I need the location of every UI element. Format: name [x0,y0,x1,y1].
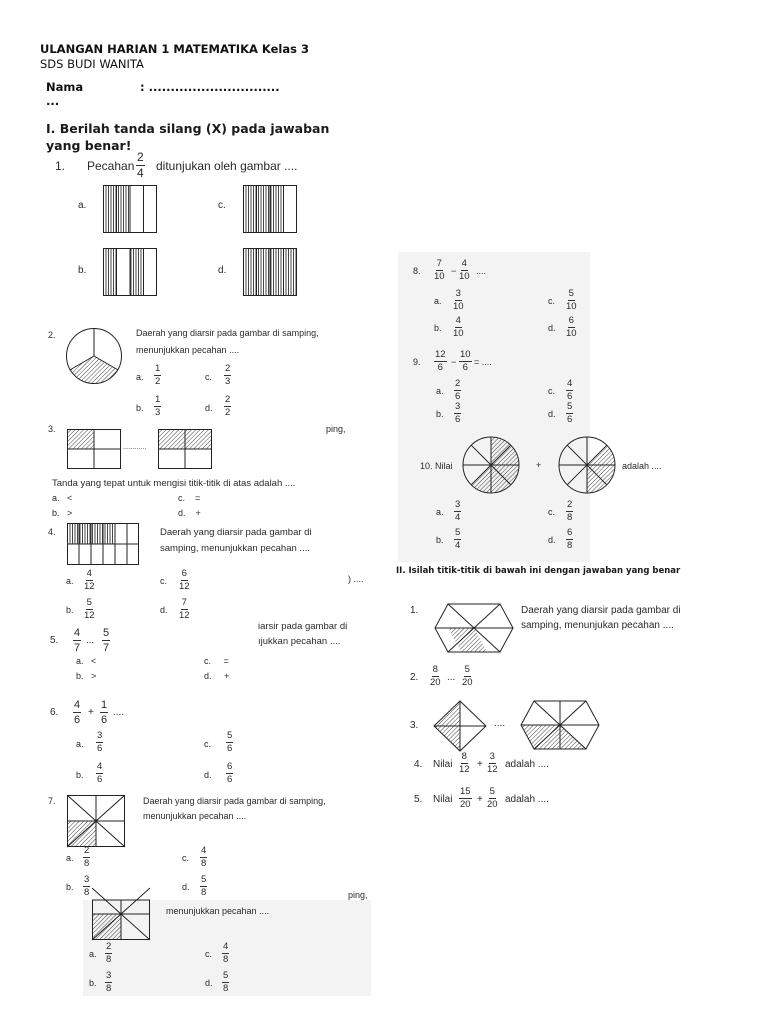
q4-option-b-fraction [84,598,95,621]
denominator: 6 [437,362,443,373]
ii-4-fraction-right [487,752,498,775]
letter: d. [204,671,212,681]
q7-option-b[interactable]: b. [66,882,74,892]
denominator: 20 [487,799,498,810]
numerator: 1 [155,394,161,405]
numerator: 4 [461,258,467,269]
denominator: 8 [84,887,90,898]
ii-3-number: 3. [410,720,419,731]
denominator: 6 [567,391,573,402]
numerator: 4 [97,761,103,772]
name-field-continuation: ... [46,94,60,108]
denominator: 12 [179,581,190,592]
ii-1-number: 1. [410,605,419,616]
numerator: 2 [567,499,573,510]
q8-option-d-fraction [566,316,577,339]
q5-dots: ... [86,635,95,646]
q5-fraction-left [73,627,81,654]
section1-title: I. Berilah tanda silang (X) pada jawaban yang benar! [46,121,330,153]
denominator: 8 [567,540,573,551]
denominator: 10 [566,301,577,312]
ii-4-label: Nilai [433,759,453,770]
q6-option-d[interactable]: d. [204,770,212,780]
q1-figure-a [103,185,157,233]
numerator: 3 [97,730,103,741]
ii-5-number: 5. [414,794,423,805]
denominator: 12 [179,610,190,621]
q8-option-a[interactable]: a. [434,296,442,306]
q6-number: 6. [50,707,59,718]
symbol: + [195,508,201,518]
numerator: 8 [432,664,438,675]
numerator: 1 [101,699,108,711]
q2-option-a-fraction [154,364,161,387]
section2-title: II. Isilah titik-titik di bawah ini dengan jawaban yang benar [396,566,681,576]
q2-text-line2: menunjukkan pecahan .... [136,345,240,355]
q9-option-c[interactable]: c. [548,386,556,396]
q7-duplicate-option-d-fraction [222,971,229,994]
denominator: 6 [97,743,103,754]
numerator: 6 [567,527,573,538]
numerator: 5 [489,786,495,797]
letter: b. [76,671,84,681]
q10-circle-right [558,436,616,494]
letter: a. [76,656,84,666]
numerator: 4 [223,941,229,952]
q5-option-b[interactable] [76,671,96,681]
q9-tail: = .... [474,357,492,367]
numerator: 5 [227,730,233,741]
q5-number: 5. [50,635,59,646]
numerator: 3 [106,970,112,981]
numerator: 4 [74,627,81,639]
q7-duplicate-option-b[interactable]: b. [89,978,97,988]
denominator: 8 [567,512,573,523]
q8-option-b[interactable]: b. [434,323,442,333]
numerator: 7 [436,258,442,269]
numerator: 5 [568,288,574,299]
numerator: 6 [181,568,187,579]
denominator: 10 [453,301,464,312]
q1-option-c-letter[interactable]: c. [218,200,226,211]
q4-option-d-fraction [179,598,190,621]
ii-1-hexagon-figure [434,603,514,653]
q8-number: 8. [413,266,421,276]
ii-3-diamond-figure [433,700,487,752]
q8-option-c-fraction [566,289,577,312]
q2-text-line1: Daerah yang diarsir pada gambar di samping, [136,328,319,338]
numerator: 15 [460,786,471,797]
ii-4-number: 4. [414,759,423,770]
q3-option-a[interactable] [52,493,72,503]
ii-5-tail: adalah .... [505,794,549,805]
ii-4-fraction-left [459,752,470,775]
denominator: 6 [567,414,573,425]
numerator: 3 [455,499,461,510]
q4-option-a-fraction [84,569,95,592]
q8-operator: − [451,266,457,276]
denominator: 12 [84,581,95,592]
q7-duplicate-option-c[interactable]: c. [205,949,213,959]
q4-option-b[interactable]: b. [66,605,74,615]
numerator: 10 [460,349,471,360]
symbol: = [195,493,201,503]
ii-3-hexagon-figure [520,700,600,750]
numerator: 2 [225,394,231,405]
q4-grid-figure [67,523,139,565]
q5-fragment-line2: ıjukkan pecahan .... [258,636,341,647]
right-scan-panel [398,252,590,562]
q2-number: 2. [48,330,56,340]
q6-tail: .... [113,707,125,718]
denominator: 7 [103,642,110,654]
ii-4-tail: adalah .... [505,759,549,770]
numerator: 5 [86,597,92,608]
q7-text-line1: Daerah yang diarsir pada gambar di samping, [143,796,326,806]
numerator: 2 [106,941,112,952]
denominator: 3 [225,376,231,387]
ii-2-number: 2. [410,672,419,683]
q7-square-figure [67,795,125,847]
q1-number: 1. [55,159,66,173]
numerator: 5 [455,527,461,538]
q2-option-b-fraction [154,395,161,418]
numerator: 8 [461,751,467,762]
q8-fraction-right [459,259,470,282]
numerator: 12 [435,349,446,360]
q9-option-a-fraction [454,379,461,402]
numerator: 5 [103,627,110,639]
numerator: 3 [455,288,461,299]
q10-circle-left [462,436,520,494]
denominator: 6 [101,714,108,726]
q9-option-a[interactable]: a. [436,386,444,396]
denominator: 8 [106,983,112,994]
q9-operator: − [451,357,457,367]
q9-fraction-left [434,350,447,373]
q7-text-line2: menunjukkan pecahan .... [143,811,247,821]
q1-prefix: Pecahan [87,159,135,173]
q3-dots: ............ [123,444,147,451]
numerator: 4 [567,378,573,389]
q8-option-d[interactable]: d. [548,323,556,333]
q10-option-b[interactable]: b. [436,535,444,545]
q1-figure-c [243,185,297,233]
q7-duplicate-fragment: ping, [348,890,368,900]
q4-text-line1: Daerah yang diarsir pada gambar di [160,527,312,538]
denominator: 8 [201,858,207,869]
q7-duplicate-option-c-fraction [222,942,229,965]
letter: c. [204,656,212,666]
q6-option-a-fraction [96,731,103,754]
q8-option-c[interactable]: c. [548,296,556,306]
q3-left-rectangle [67,429,121,469]
denominator: 8 [223,954,229,965]
denominator: 20 [462,677,473,688]
letter: b. [52,508,60,518]
denominator: 6 [97,774,103,785]
q10-option-a[interactable]: a. [436,507,444,517]
numerator: 4 [74,699,81,711]
denominator: 4 [455,512,461,523]
q7-option-c-fraction [200,846,207,869]
denominator: 6 [227,774,233,785]
q9-option-c-fraction [566,379,573,402]
symbol: + [224,671,230,681]
numerator: 4 [455,315,461,326]
symbol: > [67,508,73,518]
numerator: 5 [567,401,573,412]
q7-option-d[interactable]: d. [182,882,190,892]
denominator: 2 [225,407,231,418]
numerator: 3 [84,874,90,885]
q9-number: 9. [413,357,421,367]
denominator: 8 [84,858,90,869]
q2-option-c-fraction [224,364,231,387]
q9-option-d[interactable]: d. [548,409,556,419]
q3-right-rectangle [158,429,212,469]
q1-figure-b [103,248,157,296]
q6-fraction-left [73,699,81,726]
numerator: 4 [86,568,92,579]
denominator: 20 [460,799,471,810]
numerator: 7 [181,597,187,608]
name-label: Nama [46,80,84,94]
q6-operator: + [88,707,94,718]
symbol: < [91,656,97,666]
denominator: 6 [227,743,233,754]
q2-circle-figure [66,328,122,384]
denominator: 7 [74,642,81,654]
q8-option-b-fraction [453,316,464,339]
q6-option-b[interactable]: b. [76,770,84,780]
q10-option-c[interactable]: c. [548,507,556,517]
q3-question-text: Tanda yang tepat untuk mengisi titik-titik di atas adalah .... [52,478,296,489]
q2-option-d-fraction [224,395,231,418]
q6-option-a[interactable]: a. [76,739,84,749]
denominator: 12 [84,610,95,621]
q10-option-d[interactable]: d. [548,535,556,545]
symbol: > [91,671,97,681]
q7-option-b-fraction [83,875,90,898]
letter: d. [178,508,186,518]
q1-figure-d [243,248,297,296]
numerator: 2 [225,363,231,374]
q10-option-b-fraction [454,528,461,551]
q1-option-d-letter[interactable]: d. [218,265,227,276]
q10-label: 10. Nilai [420,461,453,471]
ii-2-fraction-right [462,665,473,688]
q10-option-c-fraction [566,500,573,523]
school-name: SDS BUDI WANITA [40,57,144,71]
q1-frac-den: 4 [137,166,144,180]
q5-option-c[interactable] [204,656,229,666]
q4-option-c-fraction [179,569,190,592]
ii-1-text-line2: samping, menunjukan pecahan .... [521,620,674,631]
q1-frac-num: 2 [137,150,144,164]
denominator: 8 [223,983,229,994]
numerator: 3 [455,401,461,412]
denominator: 6 [74,714,81,726]
q2-option-c[interactable]: c. [205,372,213,382]
q4-number: 4. [48,527,56,537]
q7-option-d-fraction [200,875,207,898]
numerator: 6 [568,315,574,326]
q10-option-d-fraction [566,528,573,551]
q7-duplicate-option-d[interactable]: d. [205,978,213,988]
denominator: 10 [453,328,464,339]
q6-fraction-right [100,699,108,726]
q7-duplicate-option-b-fraction [105,971,112,994]
q7-duplicate-option-a-fraction [105,942,112,965]
ii-5-fraction-left [459,787,472,810]
ii-2-dots: ... [447,672,456,683]
numerator: 5 [464,664,470,675]
denominator: 10 [566,328,577,339]
denominator: 12 [487,764,498,775]
q2-option-d[interactable]: d. [205,403,213,413]
numerator: 3 [489,751,495,762]
ii-2-fraction-left [430,665,441,688]
q7-duplicate-figure [92,900,150,940]
q7-option-a[interactable]: a. [66,853,74,863]
q8-fraction-left [434,259,445,282]
q3-fragment: ping, [326,424,346,434]
q4-option-c[interactable]: c. [160,576,168,586]
q7-option-c[interactable]: c. [182,853,190,863]
q7-duplicate-option-a[interactable]: a. [89,949,97,959]
q7-number: 7. [48,796,56,806]
q4-fragment: ) .... [348,574,364,584]
q10-option-a-fraction [454,500,461,523]
q6-option-d-fraction [226,762,233,785]
q5-option-a[interactable] [76,656,96,666]
ii-4-operator: + [477,759,483,770]
q5-fraction-right [102,627,110,654]
q1-suffix: ditunjukan oleh gambar .... [156,159,298,173]
numerator: 6 [227,761,233,772]
ii-5-label: Nilai [433,794,453,805]
q10-tail: adalah .... [622,461,662,471]
name-field[interactable]: : .............................. [140,80,280,94]
denominator: 12 [459,764,470,775]
q2-option-b[interactable]: b. [136,403,144,413]
letter: c. [178,493,186,503]
q7-duplicate-text: menunjukkan pecahan .... [166,906,270,916]
q6-option-b-fraction [96,762,103,785]
q6-option-c-fraction [226,731,233,754]
denominator: 6 [455,414,461,425]
letter: a. [52,493,60,503]
q4-text-line2: samping, menunjukkan pecahan .... [160,543,310,554]
ii-3-dots: .... [494,718,506,729]
q3-option-b[interactable] [52,508,72,518]
q1-fraction [136,151,145,180]
q5-fragment-line1: iarsir pada gambar di [258,621,348,632]
q5-option-d[interactable] [204,671,229,681]
q4-option-d[interactable]: d. [160,605,168,615]
q8-option-a-fraction [453,289,464,312]
q2-option-a[interactable]: a. [136,372,144,382]
denominator: 4 [455,540,461,551]
q3-option-c[interactable] [178,493,200,503]
numerator: 1 [155,363,161,374]
denominator: 2 [155,376,161,387]
q9-option-d-fraction [566,402,573,425]
numerator: 4 [201,845,207,856]
numerator: 5 [223,970,229,981]
denominator: 8 [201,887,207,898]
denominator: 8 [106,954,112,965]
q6-option-c[interactable]: c. [204,739,212,749]
ii-5-operator: + [477,794,483,805]
q4-option-a[interactable]: a. [66,576,74,586]
numerator: 2 [84,845,90,856]
q7-option-a-fraction [83,846,90,869]
worksheet-title: ULANGAN HARIAN 1 MATEMATIKA Kelas 3 [40,42,309,56]
q8-tail: .... [476,266,487,276]
q10-operator: + [536,460,542,470]
q1-option-a-letter[interactable]: a. [78,200,87,211]
denominator: 6 [455,391,461,402]
q9-fraction-right [459,350,472,373]
symbol: < [67,493,73,503]
denominator: 10 [434,271,445,282]
denominator: 20 [430,677,441,688]
numerator: 5 [201,874,207,885]
ii-5-fraction-right [487,787,498,810]
q1-option-b-letter[interactable]: b. [78,265,87,276]
q9-option-b-fraction [454,402,461,425]
denominator: 10 [459,271,470,282]
q3-option-d[interactable] [178,508,201,518]
numerator: 2 [455,378,461,389]
symbol: = [223,656,229,666]
ii-1-text-line1: Daerah yang diarsir pada gambar di [521,605,681,616]
q9-option-b[interactable]: b. [436,409,444,419]
denominator: 6 [462,362,468,373]
q3-number: 3. [48,424,56,434]
denominator: 3 [155,407,161,418]
